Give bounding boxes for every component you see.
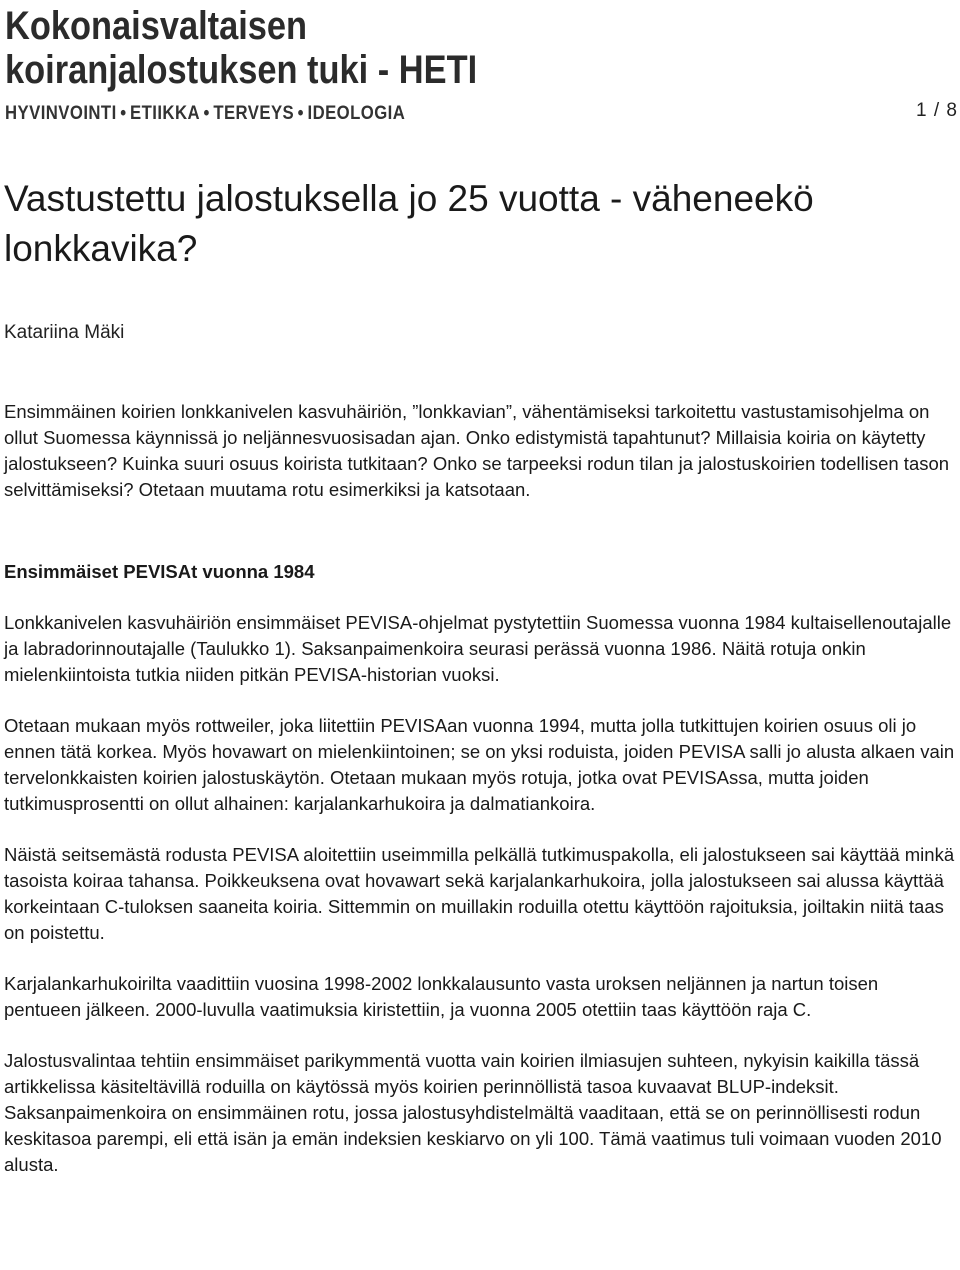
logo-title-line2: koiranjalostuksen tuki - HETI	[5, 48, 478, 92]
section-heading: Ensimmäiset PEVISAt vuonna 1984	[4, 561, 315, 582]
tagline-item: HYVINVOINTI	[5, 103, 117, 124]
tagline-item: TERVEYS	[213, 103, 295, 124]
page-indicator: 1 / 8	[916, 100, 958, 121]
site-logo	[5, 4, 485, 128]
article-author: Katariina Mäki	[4, 322, 125, 343]
body-paragraph: Näistä seitsemästä rodusta PEVISA aloitettiin useimmilla pelkällä tutkimuspakolla, eli jalostukseen sai käyttää minkä tasoista koiraa tahansa. Poikkeuksena ovat hovawart sekä karjalankarhukoira, jolla jalostukseen sai alussa käyttää korkeintaan C-tuloksen saaneita koiria. Sittemmin on muillakin roduilla otettu käyttöön rajoituksia, joiltakin niitä taas on poistettu.	[4, 844, 955, 943]
logo-title-line1: Kokonaisvaltaisen	[5, 4, 308, 48]
body-paragraph: Karjalankarhukoirilta vaadittiin vuosina 1998-2002 lonkkalausunto vasta uroksen neljännen ja nartun toisen pentueen jälkeen. 2000-luvulla vaatimuksia kiristettiin, ja vuonna 2005 otettiin taas käyttöön raja C.	[4, 973, 879, 1020]
body-paragraph: Lonkkanivelen kasvuhäiriön ensimmäiset PEVISA-ohjelmat pystytettiin Suomessa vuonna 1984 kultaisellenoutajalle ja labradorinnoutajalle (Taulukko 1). Saksanpaimenkoira seurasi perässä vuonna 1986. Näitä rotuja onkin mielenkiintoista tutkia niiden pitkän PEVISA-historian vuoksi.	[4, 612, 952, 685]
tagline-separator: •	[120, 103, 127, 124]
body-paragraph: Jalostusvalintaa tehtiin ensimmäiset parikymmentä vuotta vain koirien ilmiasujen suhteen, nykyisin kaikilla tässä artikkelissa käsiteltävillä roduilla on käytössä myös koirien perinnöllistä tasoa kuvaavat BLUP-indeksit. Saksanpaimenkoira on ensimmäinen rotu, jossa jalostusyhdistelmältä vaaditaan, että se on perinnöllisesti rodun keskitasoa parempi, eli että isän ja emän indeksien keskiarvo on yli 100. Tämä vaatimus tuli voimaan vuoden 2010 alusta.	[4, 1050, 942, 1175]
intro-paragraph: Ensimmäinen koirien lonkkanivelen kasvuhäiriön, ”lonkkavian”, vähentämiseksi tarkoitettu vastustamisohjelma on ollut Suomessa käynnissä jo neljännesvuosisadan ajan. Onko edistymistä tapahtunut? Millaisia koiria on käytetty jalostukseen? Kuinka suuri osuus koirista tutkitaan? Onko se tarpeeksi rodun tilan ja jalostuskoirien todellisen tason selvittämiseksi? Otetaan muutama rotu esimerkiksi ja katsotaan.	[4, 401, 950, 500]
tagline-separator: •	[297, 103, 304, 124]
article-body	[4, 399, 958, 1178]
tagline-item: ETIIKKA	[130, 103, 200, 124]
logo-tagline	[5, 102, 405, 126]
article-title: Vastustettu jalostuksella jo 25 vuotta - väheneekö lonkkavika?	[4, 178, 814, 269]
tagline-separator: •	[203, 103, 210, 124]
tagline-item: IDEOLOGIA	[307, 103, 406, 124]
body-paragraph: Otetaan mukaan myös rottweiler, joka liitettiin PEVISAan vuonna 1994, mutta jolla tutkittujen koirien osuus oli jo ennen tätä korkea. Myös hovawart on mielenkiintoinen; se on yksi roduista, joiden PEVISA salli jo alusta alkaen vain tervelonkkaisten koirien jalostuskäytön. Otetaan mukaan myös rotuja, jotka ovat PEVISAssa, mutta joiden tutkimusprosentti on ollut alhainen: karjalankarhukoira ja dalmatiankoira.	[4, 715, 955, 814]
